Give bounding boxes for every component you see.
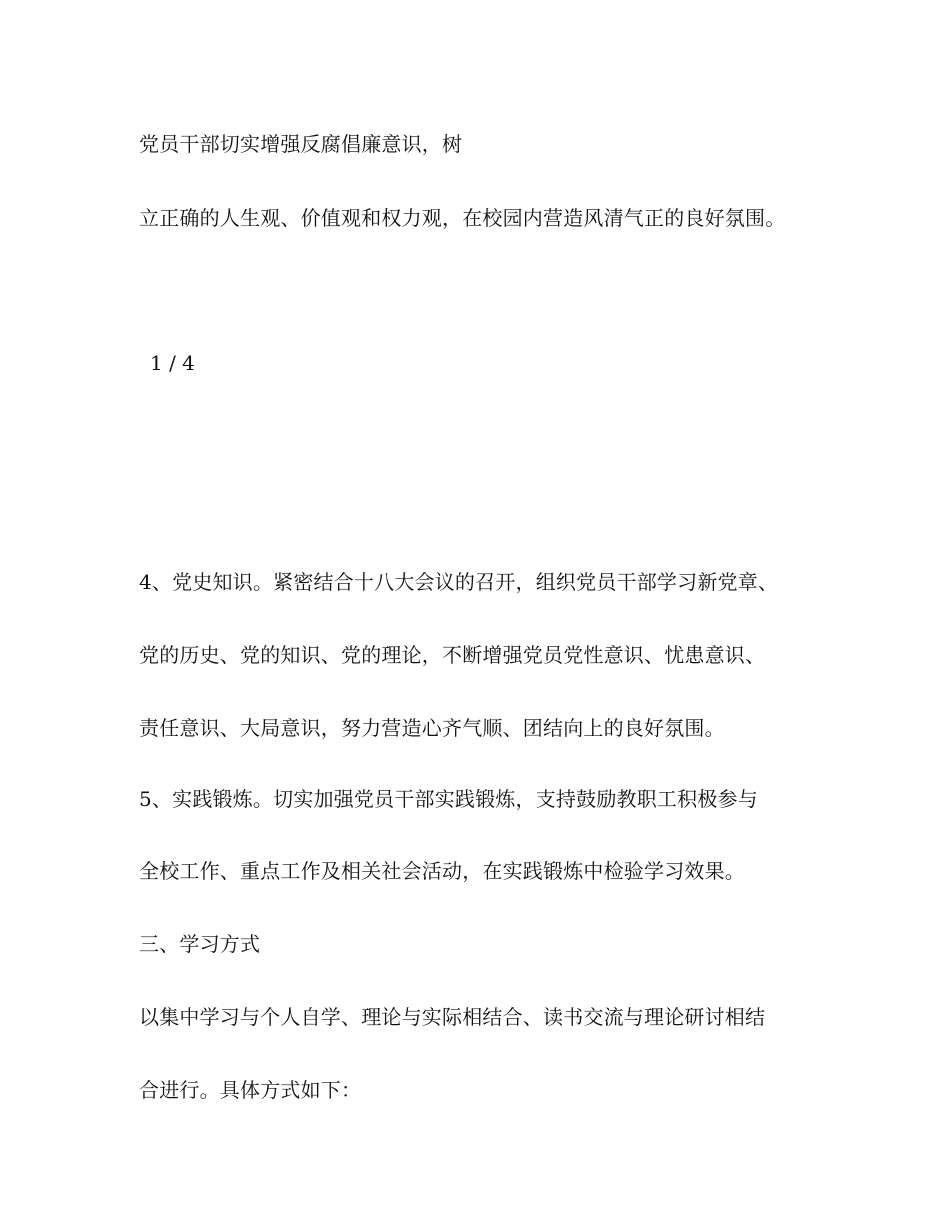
text-line: 全校工作、重点工作及相关社会活动，在实践锻炼中检验学习效果。: [139, 859, 745, 883]
text-line: 合进行。具体方式如下：: [139, 1078, 362, 1102]
text-line: 5、实践锻炼。切实加强党员干部实践锻炼，支持鼓励教职工积极参与: [139, 787, 758, 811]
text-line: 4、党史知识。紧密结合十八大会议的召开，组织党员干部学习新党章、: [139, 570, 779, 594]
text-line: 以集中学习与个人自学、理论与实际相结合、读书交流与理论研讨相结: [139, 1005, 766, 1029]
page-number: 1 / 4: [150, 351, 195, 375]
section-heading: 三、学习方式: [139, 932, 261, 956]
text-line: 立正确的人生观、价值观和权力观，在校园内营造风清气正的良好氛围。: [139, 206, 786, 230]
text-line: 党的历史、党的知识、党的理论，不断增强党员党性意识、忧患意识、: [139, 643, 766, 667]
text-line: 责任意识、大局意识，努力营造心齐气顺、团结向上的良好氛围。: [139, 716, 725, 740]
text-line: 党员干部切实增强反腐倡廉意识，树: [139, 132, 463, 156]
